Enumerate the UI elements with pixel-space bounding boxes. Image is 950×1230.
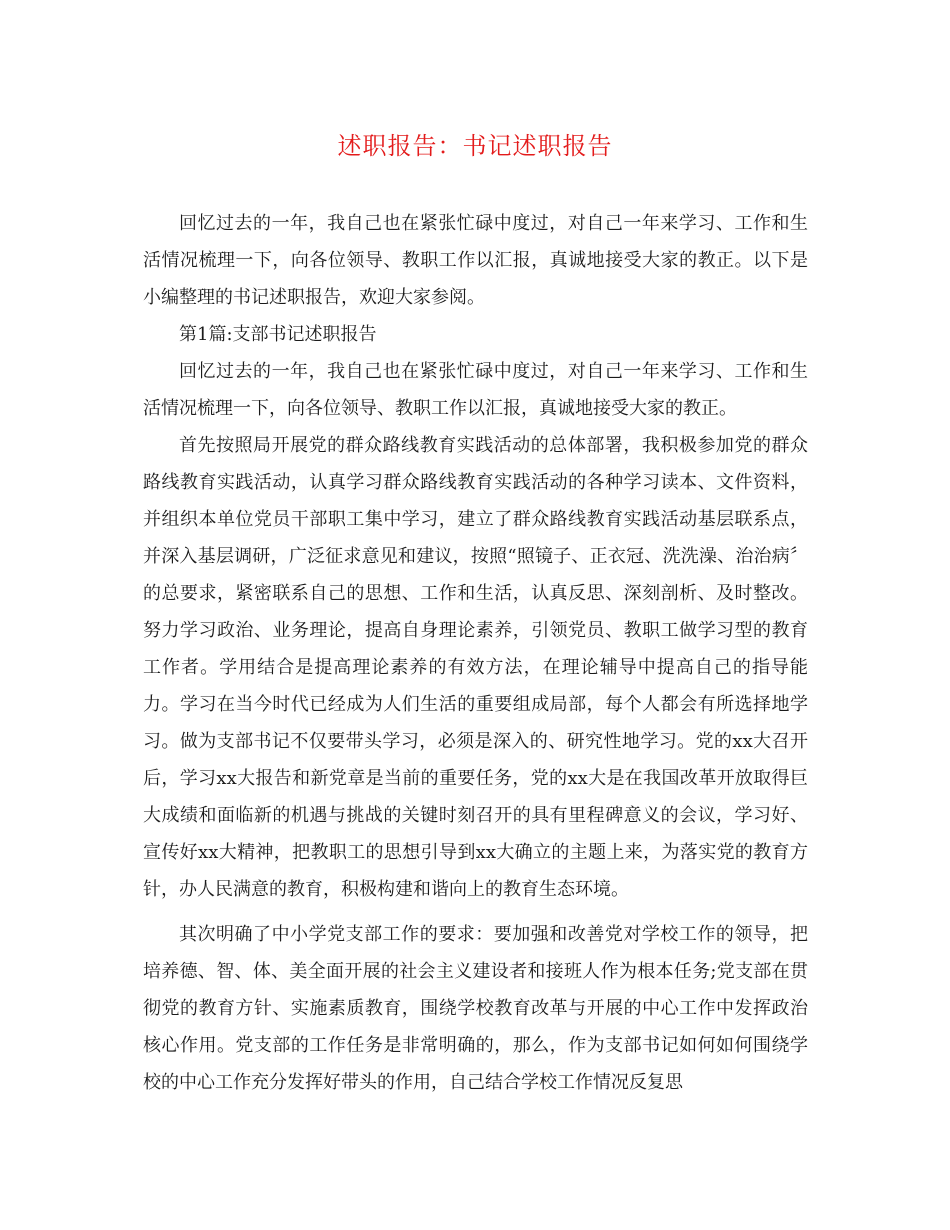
document-title: 述职报告：书记述职报告 xyxy=(337,132,613,160)
body-paragraph: 其次明确了中小学党支部工作的要求：要加强和改善党对学校工作的领导，把培养德、智、体、美全面开展的社会主义建设者和接班人作为根本任务;党支部在贯彻党的教育方针、实施素质教育，围绕学校教育改革与开展的中心工作中发挥政治核心作用。党支部的工作任务是非常明确的，那么，作为支部书记如何如何围绕学校的中心工作充分发挥好带头的作用，自己结合学校工作情况反复思 xyxy=(143,924,808,1093)
section-heading: 第1篇:支部书记述职报告 xyxy=(179,324,377,345)
body-paragraph: 回忆过去的一年，我自己也在紧张忙碌中度过，对自己一年来学习、工作和生活情况梳理一下，向各位领导、教职工作以汇报，真诚地接受大家的教正。 xyxy=(143,361,808,419)
body-paragraph: 首先按照局开展党的群众路线教育实践活动的总体部署，我积极参加党的群众路线教育实践活动，认真学习群众路线教育实践活动的各种学习读本、文件资料，并组织本单位党员干部职工集中学习，建立了群众路线教育实践活动基层联系点，并深入基层调研，广泛征求意见和建议，按照“照镜子、正衣冠、洗洗澡、治治病〞的总要求，紧密联系自己的思想、工作和生活，认真反思、深刻剖析、及时整改。努力学习政治、业务理论，提高自身理论素养，引领党员、教职工做学习型的教育工作者。学用结合是提高理论素养的有效方法，在理论辅导中提高自己的指导能力。学习在当今时代已经成为人们生活的重要组成局部，每个人都会有所选择地学习。做为支部书记不仅要带头学习，必须是深入的、研究性地学习。党的xx大召开后，学习xx大报告和新党章是当前的重要任务，党的xx大是在我国改革开放取得巨大成绩和面临新的机遇与挑战的关键时刻召开的具有里程碑意义的会议，学习好、宣传好xx大精神，把教职工的思想引导到xx大确立的主题上来，为落实党的教育方针，办人民满意的教育，积极构建和谐向上的教育生态环境。 xyxy=(143,435,808,900)
document-body xyxy=(143,205,808,1101)
intro-paragraph: 回忆过去的一年，我自己也在紧张忙碌中度过，对自己一年来学习、工作和生活情况梳理一下，向各位领导、教职工作以汇报，真诚地接受大家的教正。以下是小编整理的书记述职报告，欢迎大家参阅。 xyxy=(143,213,808,308)
